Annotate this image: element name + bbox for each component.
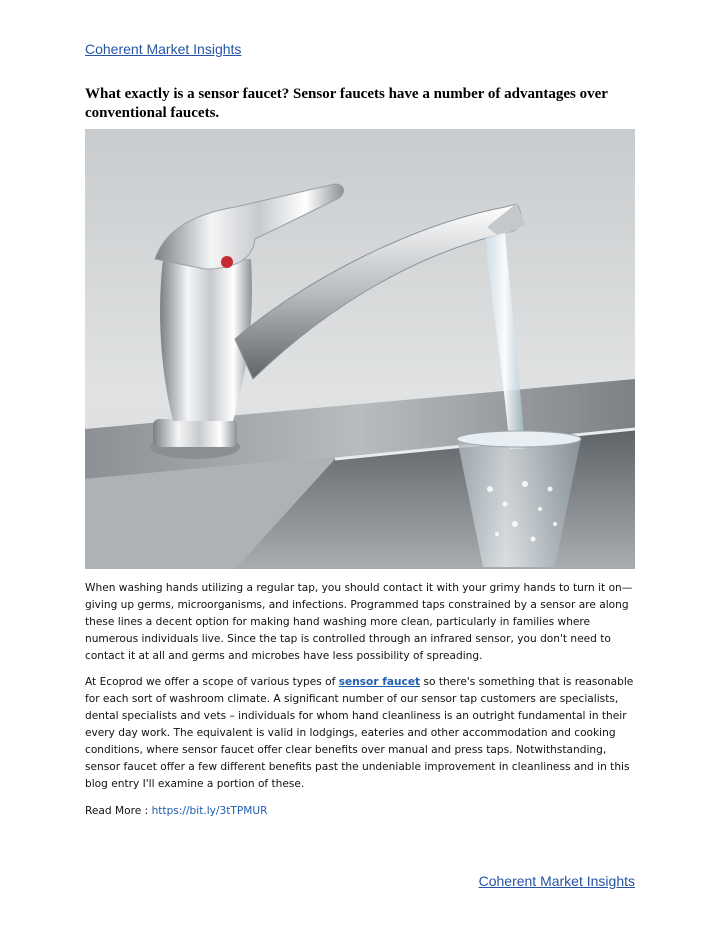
paragraph-1: When washing hands utilizing a regular tap, you should contact it with your grimy hands to turn it on—giving up germs, microorganisms, and infections. Programmed taps constrained by a sensor are along these lines a decent option for making hand washing more clean, particularly in families where numerous individuals live. Since the tap is controlled through an infrared sensor, you don't need to contact it at all and germs and microbes have less possibility of spreading. <box>85 582 633 662</box>
paragraph-2 <box>85 674 637 793</box>
paragraph-2-before: At Ecoprod we offer a scope of various types of <box>85 676 339 688</box>
read-more-link[interactable]: https://bit.ly/3tTPMUR <box>151 805 268 817</box>
footer-link[interactable]: Coherent Market Insights <box>478 873 635 889</box>
read-more-label: Read More : <box>85 805 152 817</box>
paragraph-2-after: so there's something that is reasonable for each sort of washroom climate. A significant number of our sensor tap customers are specialists, dental specialists and vets – individuals for whom hand cleanliness is an outright fundamental in their every day work. The equivalent is valid in lodgings, eateries and other accommodation and cooking conditions, where sensor faucet offer clear benefits over manual and press taps. Notwithstanding, sensor faucet offer a few different benefits past the undeniable improvement in cleanliness and in this blog entry I'll examine a portion of these. <box>85 676 634 790</box>
sensor-faucet-link[interactable]: sensor faucet <box>338 676 421 688</box>
article-title: What exactly is a sensor faucet? Sensor faucets have a number of advantages over conventional faucets. <box>85 86 608 121</box>
faucet-photo <box>85 129 635 569</box>
header-link[interactable]: Coherent Market Insights <box>85 41 242 57</box>
read-more <box>85 803 637 820</box>
faucet-illustration <box>85 129 635 569</box>
